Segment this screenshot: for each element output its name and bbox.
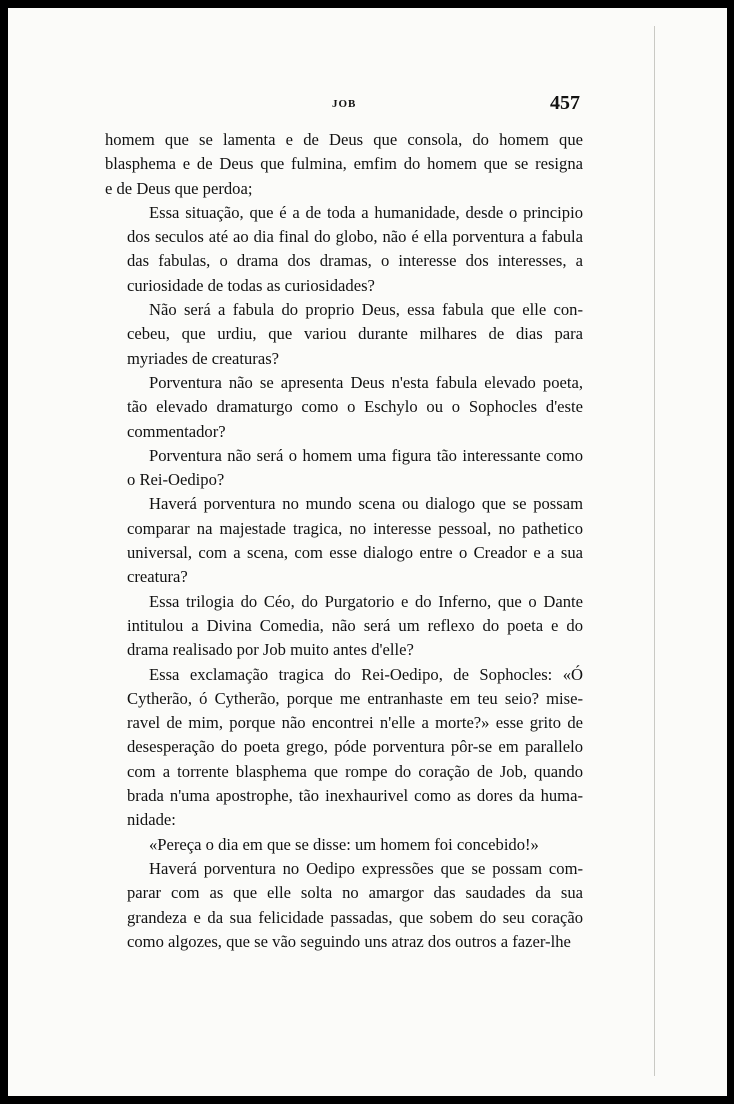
- page-number: 457: [550, 92, 580, 114]
- text-line: o Rei-Oedipo?: [127, 470, 225, 490]
- text-line: creatura?: [127, 567, 188, 587]
- paragraph: [105, 444, 583, 493]
- text-line: myriades de creaturas?: [127, 348, 280, 368]
- text-line: grandeza e da sua felicidade passadas, que sobem do seu coração: [127, 907, 583, 927]
- text-line: parar com as que elle solta no amargor das saudades da sua: [127, 883, 583, 903]
- text-line: blasphema e de Deus que fulmina, emfim do homem que se resigna: [105, 154, 583, 174]
- text-line: Cytherão, ó Cytherão, porque me entranhaste em teu seio? mise-: [127, 688, 583, 708]
- paragraph: [105, 201, 583, 298]
- text-line: drama realisado por Job muito antes d'elle?: [127, 640, 414, 660]
- text-line: ravel de mim, porque não encontrei n'elle a morte?» esse grito de: [127, 713, 583, 733]
- text-line: Essa exclamação tragica do Rei-Oedipo, de Sophocles: «Ó: [149, 664, 583, 684]
- text-line: Haverá porventura no Oedipo expressões que se possam com-: [149, 858, 583, 878]
- paragraph: [105, 371, 583, 444]
- text-line: intitulou a Divina Comedia, não será um reflexo do poeta e do: [127, 615, 583, 635]
- text-line: comparar na majestade tragica, no interesse pessoal, no pathetico: [127, 518, 583, 538]
- text-line: Haverá porventura no mundo scena ou dialogo que se possam: [149, 494, 583, 514]
- text-line: brada n'uma apostrophe, tão inexhaurivel como as dores da huma-: [127, 786, 583, 806]
- text-line: e de Deus que perdoa;: [105, 178, 253, 198]
- text-line: commentador?: [127, 421, 226, 441]
- paragraph: [105, 833, 583, 857]
- paragraph: [105, 128, 583, 201]
- text-line: curiosidade de todas as curiosidades?: [127, 275, 375, 295]
- text-line: tão elevado dramaturgo como o Eschylo ou o Sophocles d'este: [127, 397, 583, 417]
- text-line: dos seculos até ao dia final do globo, não é ella porventura a fabula: [127, 227, 583, 247]
- paragraph: [105, 590, 583, 663]
- text-line: como algozes, que se vão seguindo uns atraz dos outros a fazer-lhe: [127, 931, 571, 951]
- page-edge-rule: [654, 26, 655, 1076]
- text-line: Porventura não se apresenta Deus n'esta fabula elevado poeta,: [149, 372, 583, 392]
- paragraph: [105, 298, 583, 371]
- text-line: Essa situação, que é a de toda a humanidade, desde o principio: [149, 202, 583, 222]
- body-text: [105, 128, 583, 954]
- text-line: com a torrente blasphema que rompe do coração de Job, quando: [127, 761, 583, 781]
- text-line: universal, com a scena, com esse dialogo entre o Creador e a sua: [127, 543, 583, 563]
- text-line: Porventura não será o homem uma figura tão interessante como: [149, 445, 583, 465]
- paragraph: [105, 492, 583, 589]
- text-line: «Pereça o dia em que se disse: um homem foi concebido!»: [149, 834, 539, 854]
- running-head: [8, 94, 727, 116]
- text-line: cebeu, que urdiu, que variou durante milhares de dias para: [127, 324, 583, 344]
- text-line: homem que se lamenta e de Deus que consola, do homem que: [105, 130, 583, 149]
- paragraph: [105, 663, 583, 833]
- book-page: [8, 8, 727, 1096]
- text-line: Essa trilogia do Céo, do Purgatorio e do Inferno, que o Dante: [149, 591, 583, 611]
- text-line: nidade:: [127, 810, 176, 830]
- paragraph: [105, 857, 583, 954]
- text-line: das fabulas, o drama dos dramas, o interesse dos interesses, a: [127, 251, 583, 271]
- text-line: Não será a fabula do proprio Deus, essa fabula que elle con-: [149, 300, 583, 320]
- running-title: JOB: [332, 98, 357, 110]
- text-line: desesperação do poeta grego, póde porventura pôr-se em parallelo: [127, 737, 583, 757]
